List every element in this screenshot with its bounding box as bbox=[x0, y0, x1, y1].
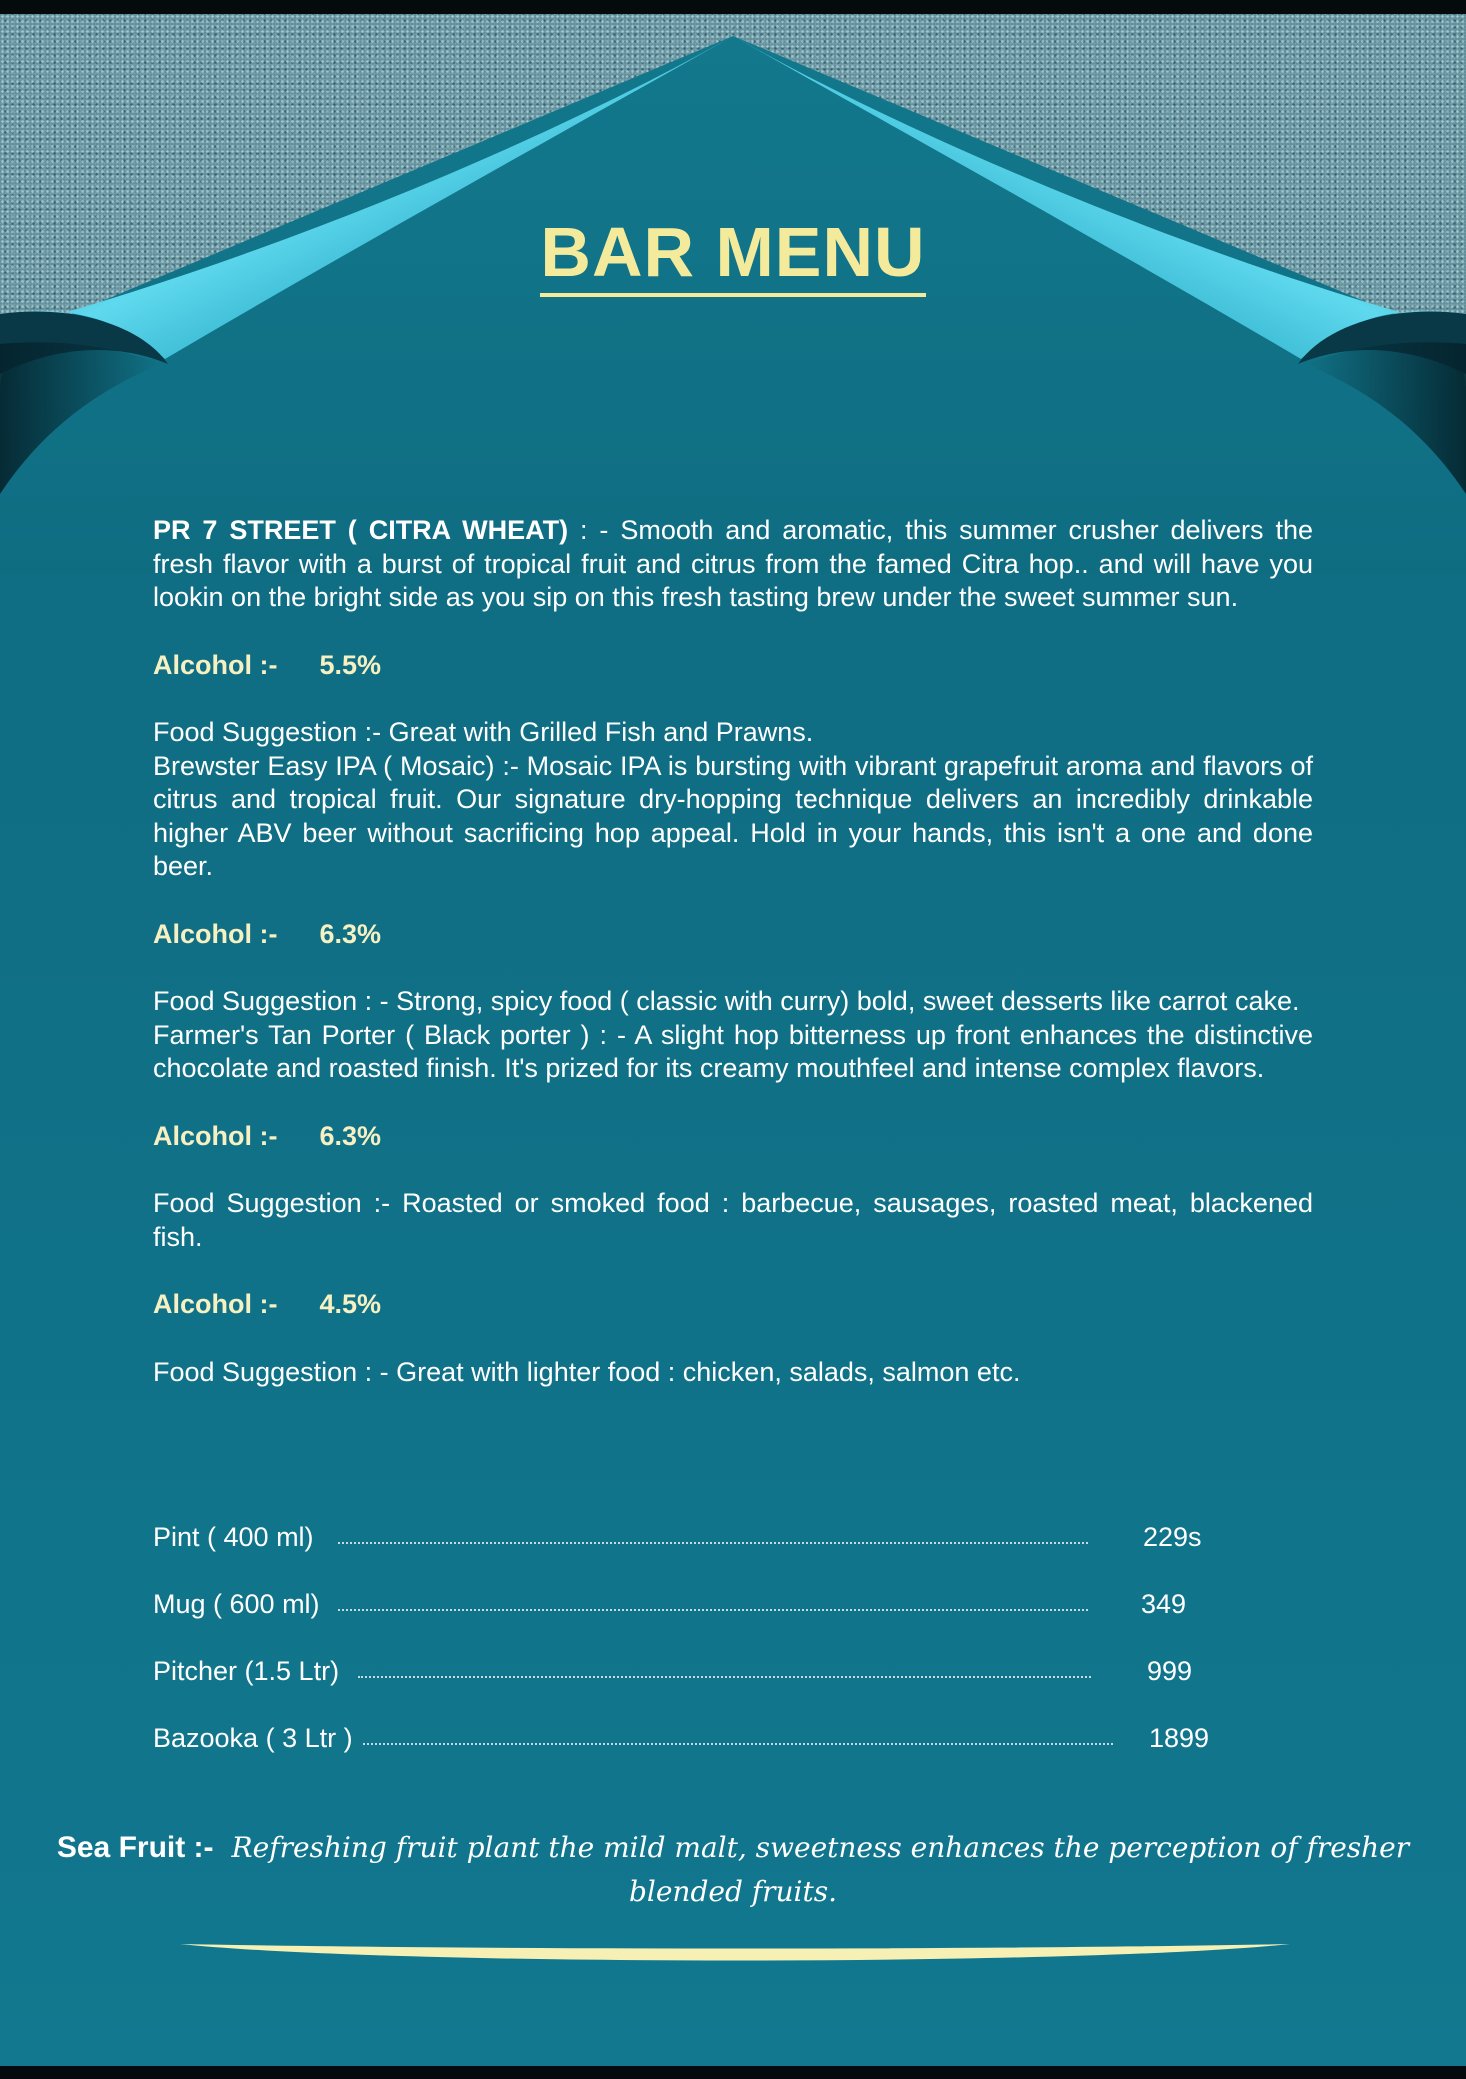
alcohol-label: Alcohol :- bbox=[153, 1289, 278, 1319]
dot-leader bbox=[338, 1542, 1088, 1544]
price-amount: 229s bbox=[1143, 1522, 1202, 1552]
alcohol-line bbox=[153, 1288, 1313, 1322]
beer-description: PR 7 STREET ( CITRA WHEAT) : - Smooth and aromatic, this summer crusher delivers the fresh flavor with a burst of tropical fruit and citrus from the famed Citra hop.. and will have you lookin on the bright side as you sip on this fresh tasting brew under the sweet summer sun. bbox=[153, 515, 1313, 612]
alcohol-label: Alcohol :- bbox=[153, 649, 278, 680]
beer-description: Farmer's Tan Porter ( Black porter ) : - A slight hop bitterness up front enhances the distinctive chocolate and roasted finish. It's prized for its creamy mouthfeel and intense complex flavors. bbox=[153, 1019, 1313, 1083]
price-row bbox=[153, 1656, 1213, 1723]
price-row bbox=[153, 1723, 1213, 1790]
alcohol-value: 5.5% bbox=[319, 649, 382, 680]
alcohol-label: Alcohol :- bbox=[153, 1120, 278, 1151]
dot-leader bbox=[358, 1676, 1091, 1678]
price-label: Bazooka ( 3 Ltr ) bbox=[153, 1723, 353, 1753]
alcohol-value: 6.3% bbox=[319, 1120, 382, 1151]
price-label: Pitcher (1.5 Ltr) bbox=[153, 1656, 340, 1686]
decorative-swoosh bbox=[180, 1942, 1290, 1968]
price-label: Mug ( 600 ml) bbox=[153, 1589, 320, 1619]
food-suggestion: Food Suggestion :- Roasted or smoked food : barbecue, sausages, roasted meat, blackened fish. bbox=[153, 1188, 1313, 1252]
alcohol-line bbox=[153, 649, 1313, 683]
beer-name: Brewster Easy IPA ( Mosaic) bbox=[153, 750, 495, 781]
alcohol-line bbox=[153, 918, 1313, 952]
food-suggestion: Food Suggestion :- Great with Grilled Fish and Prawns. bbox=[153, 717, 814, 747]
price-label: Pint ( 400 ml) bbox=[153, 1522, 314, 1552]
beer-name: PR 7 STREET ( CITRA WHEAT) bbox=[153, 515, 569, 545]
alcohol-line bbox=[153, 1120, 1313, 1154]
price-row bbox=[153, 1522, 1213, 1589]
page-title: BAR MENU bbox=[0, 212, 1466, 292]
menu-content bbox=[0, 14, 1466, 2066]
beer-list bbox=[153, 514, 1313, 1389]
sea-fruit-label: Sea Fruit :- bbox=[56, 1831, 214, 1864]
sea-fruit-text: Refreshing fruit plant the mild malt, sweetness enhances the perception of fresher blended fruits. bbox=[231, 1831, 1410, 1908]
price-amount: 999 bbox=[1147, 1656, 1193, 1686]
alcohol-value: 6.3% bbox=[319, 918, 382, 949]
food-suggestion: Food Suggestion : - Great with lighter food : chicken, salads, salmon etc. bbox=[153, 1356, 1021, 1387]
beer-description: Brewster Easy IPA ( Mosaic) :- Mosaic IPA is bursting with vibrant grapefruit aroma and flavors of citrus and tropical fruit. Our signature dry-hopping technique delivers an incredibly drinkable higher ABV beer without sacrificing hop appeal. Hold in your hands, this isn't a one and done beer. bbox=[153, 750, 1313, 881]
alcohol-label: Alcohol :- bbox=[153, 918, 278, 949]
beer-name: Farmer's Tan Porter ( Black porter ) bbox=[153, 1019, 590, 1050]
price-list bbox=[153, 1522, 1213, 1790]
menu-page bbox=[0, 14, 1466, 2066]
price-amount: 349 bbox=[1141, 1589, 1187, 1619]
food-suggestion: Food Suggestion : - Strong, spicy food ( classic with curry) bold, sweet desserts like carrot cake. bbox=[153, 986, 1300, 1016]
alcohol-value: 4.5% bbox=[319, 1289, 382, 1319]
dot-leader bbox=[363, 1743, 1113, 1745]
price-row bbox=[153, 1589, 1213, 1656]
sea-fruit-note bbox=[0, 1826, 1466, 1914]
price-amount: 1899 bbox=[1149, 1723, 1210, 1753]
dot-leader bbox=[338, 1609, 1088, 1611]
